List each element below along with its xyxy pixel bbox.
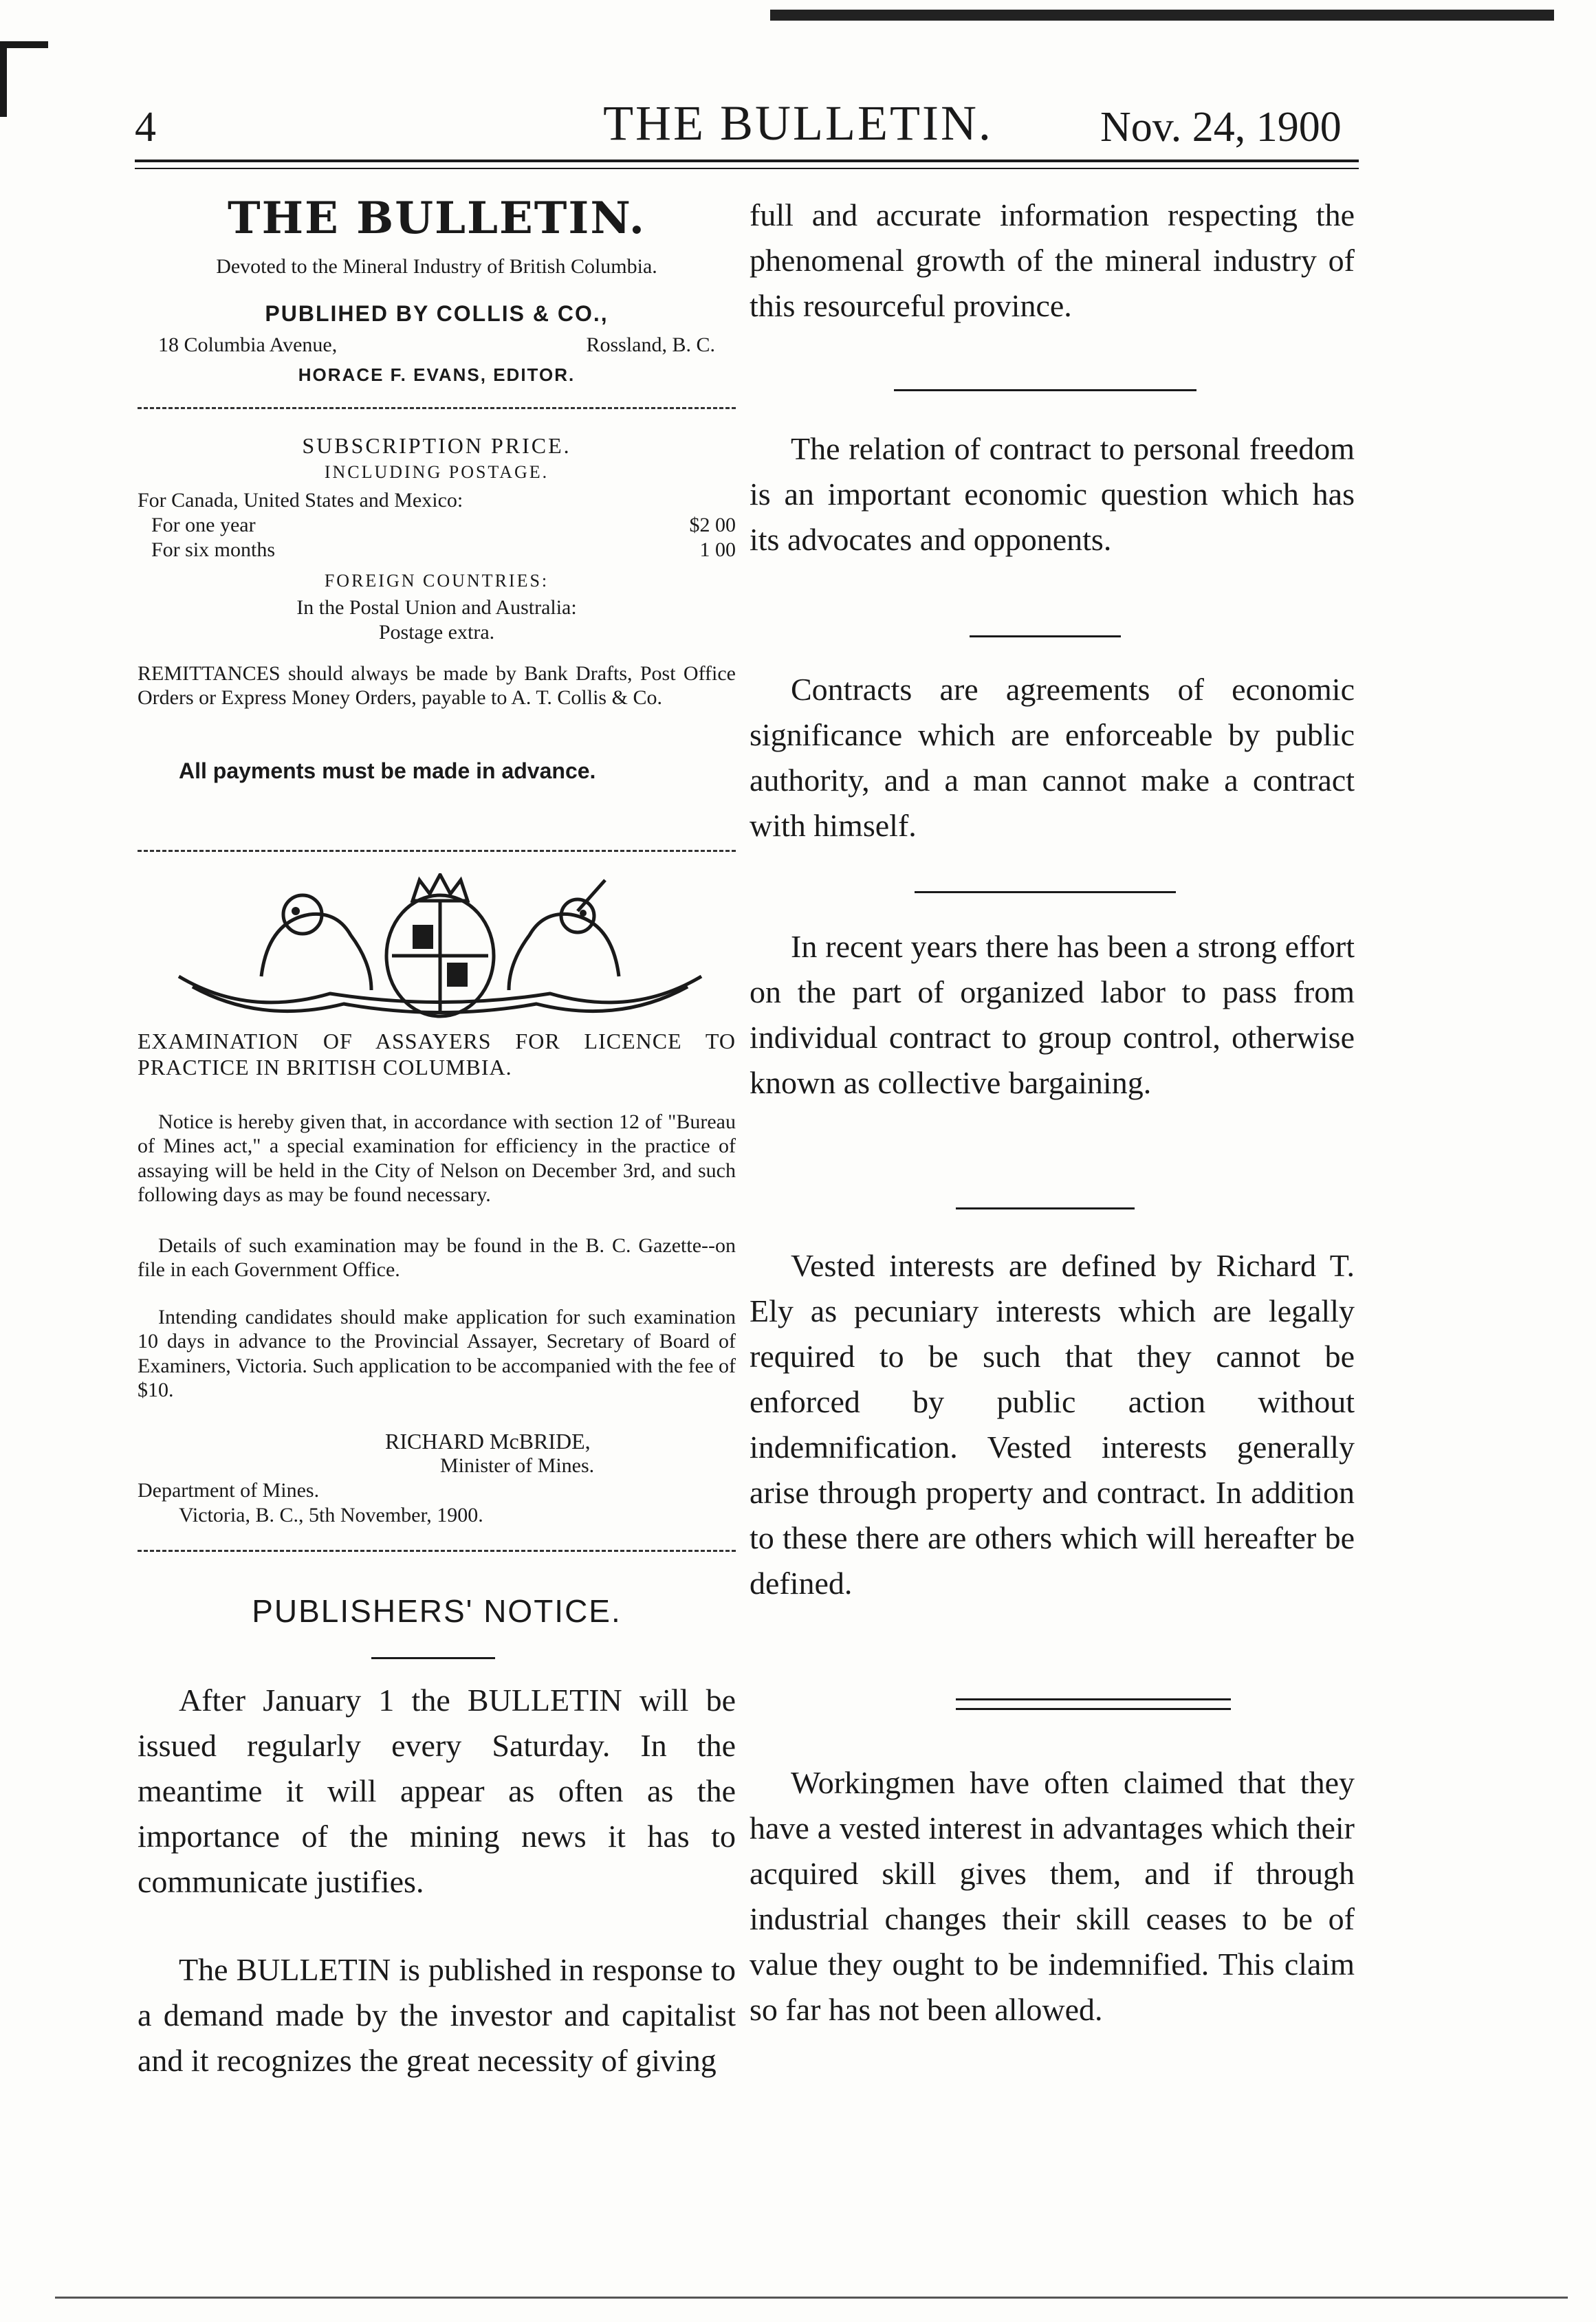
masthead-address xyxy=(138,333,736,357)
masthead-box-name: THE BULLETIN. xyxy=(227,193,646,244)
publishers-notice-title: PUBLISHERS' NOTICE. xyxy=(252,1593,622,1629)
examination-paragraph-3: Intending candidates should make application for such examination 10 days in advance to the Provincial Assayer, Secretary of Board of Examiners, Victoria. Such application to be accompanied with the fee of $10. xyxy=(138,1306,736,1402)
right-divider-3 xyxy=(956,1207,1135,1209)
right-divider-2 xyxy=(915,891,1176,893)
six-months-price: 1 00 xyxy=(699,538,736,561)
right-divider-1 xyxy=(970,635,1121,637)
article-paragraph-4: Vested interests are defined by Richard T. Ely as pecuniary interests which are legally required to be such that they cannot be enforced by public action without indemnification. Vested interests generally arise through property and contract. In addition to these there are others which will hereafter be defined. xyxy=(750,1248,1355,1601)
examination-department: Department of Mines. xyxy=(138,1479,320,1502)
masthead-devoted: Devoted to the Mineral Industry of British Columbia. xyxy=(216,255,657,278)
royal-coat-of-arms-icon xyxy=(165,873,715,1031)
subscription-title: SUBSCRIPTION PRICE. xyxy=(302,433,571,458)
masthead-publisher: PUBLIHED BY COLLIS & CO., xyxy=(265,301,609,326)
address-left: 18 Columbia Avenue, xyxy=(158,333,338,356)
examination-paragraph-2: Details of such examination may be found in the B. C. Gazette--on file in each Government Office. xyxy=(138,1234,736,1282)
right-divider-0 xyxy=(894,389,1196,391)
divider-1 xyxy=(138,407,736,409)
publishers-notice-paragraph-1: After January 1 the BULLETIN will be issued regularly every Saturday. In the meantime it will appear as often as the importance of the mining news it has to communicate justifies. xyxy=(138,1683,736,1899)
foreign-title: FOREIGN COUNTRIES: xyxy=(324,571,549,591)
left-corner-mark xyxy=(0,41,48,48)
subscription-subtitle: INCLUDING POSTAGE. xyxy=(324,462,549,482)
six-months-label: For six months xyxy=(151,538,276,561)
top-edge-bar xyxy=(770,10,1554,21)
subscription-one-year xyxy=(138,513,736,537)
examination-signer-title: Minister of Mines. xyxy=(440,1454,595,1477)
subscription-region: For Canada, United States and Mexico: xyxy=(138,489,463,512)
divider-2 xyxy=(138,850,736,852)
issue-date: Nov. 24, 1900 xyxy=(1100,104,1342,151)
address-right: Rossland, B. C. xyxy=(586,333,715,356)
article-paragraph-3: In recent years there has been a strong effort on the part of organized labor to pass from individual contract to group control, otherwise known as collective bargaining. xyxy=(750,929,1355,1100)
examination-signer: RICHARD McBRIDE, xyxy=(385,1429,591,1454)
article-paragraph-1: The relation of contract to personal freedom is an important economic question which has its advocates and opponents. xyxy=(750,431,1355,557)
header-rule-bottom xyxy=(135,168,1359,169)
masthead-editor: HORACE F. EVANS, EDITOR. xyxy=(298,364,576,385)
article-paragraph-2: Contracts are agreements of economic significance which are enforceable by public authority, and a man cannot make a contract with himself. xyxy=(750,672,1355,843)
page-title: THE BULLETIN. xyxy=(603,96,993,151)
publishers-notice-underline xyxy=(371,1657,495,1659)
article-paragraph-0: full and accurate information respecting the phenomenal growth of the mineral industry of this resourceful province. xyxy=(750,197,1355,323)
right-divider-4a xyxy=(956,1698,1231,1700)
header-rule-top xyxy=(135,160,1359,162)
one-year-price: $2 00 xyxy=(689,514,736,536)
examination-paragraph-1: Notice is hereby given that, in accordance with section 12 of "Bureau of Mines act," a special examination for efficiency in the practice of assaying will be held in the City of Nelson on December 3rd, and such following days as may be found necessary. xyxy=(138,1110,736,1207)
examination-place-date: Victoria, B. C., 5th November, 1900. xyxy=(179,1504,483,1526)
one-year-label: For one year xyxy=(151,514,256,536)
foreign-line-2: Postage extra. xyxy=(378,621,495,644)
right-divider-4b xyxy=(956,1708,1231,1710)
foreign-line-1: In the Postal Union and Australia: xyxy=(296,596,577,619)
remittances-text: REMITTANCES should always be made by Bank Drafts, Post Office Orders or Express Money Orders, payable to A. T. Collis & Co. xyxy=(138,662,736,710)
payments-notice: All payments must be made in advance. xyxy=(179,758,596,783)
article-paragraph-5: Workingmen have often claimed that they have a vested interest in advantages which their acquired skill gives them, and if through industrial changes their skill ceases to be of value they ought to be indemnified. This claim so far has not been allowed. xyxy=(750,1765,1355,2027)
bottom-edge-line xyxy=(55,2297,1568,2299)
divider-3 xyxy=(138,1550,736,1552)
subscription-six-months xyxy=(138,538,736,562)
examination-title: EXAMINATION OF ASSAYERS FOR LICENCE TO PRACTICE IN BRITISH COLUMBIA. xyxy=(138,1029,736,1080)
publishers-notice-paragraph-2: The BULLETIN is published in response to a demand made by the investor and capitalist and it recognizes the great necessity of giving xyxy=(138,1952,736,2078)
page-number: 4 xyxy=(135,104,156,151)
